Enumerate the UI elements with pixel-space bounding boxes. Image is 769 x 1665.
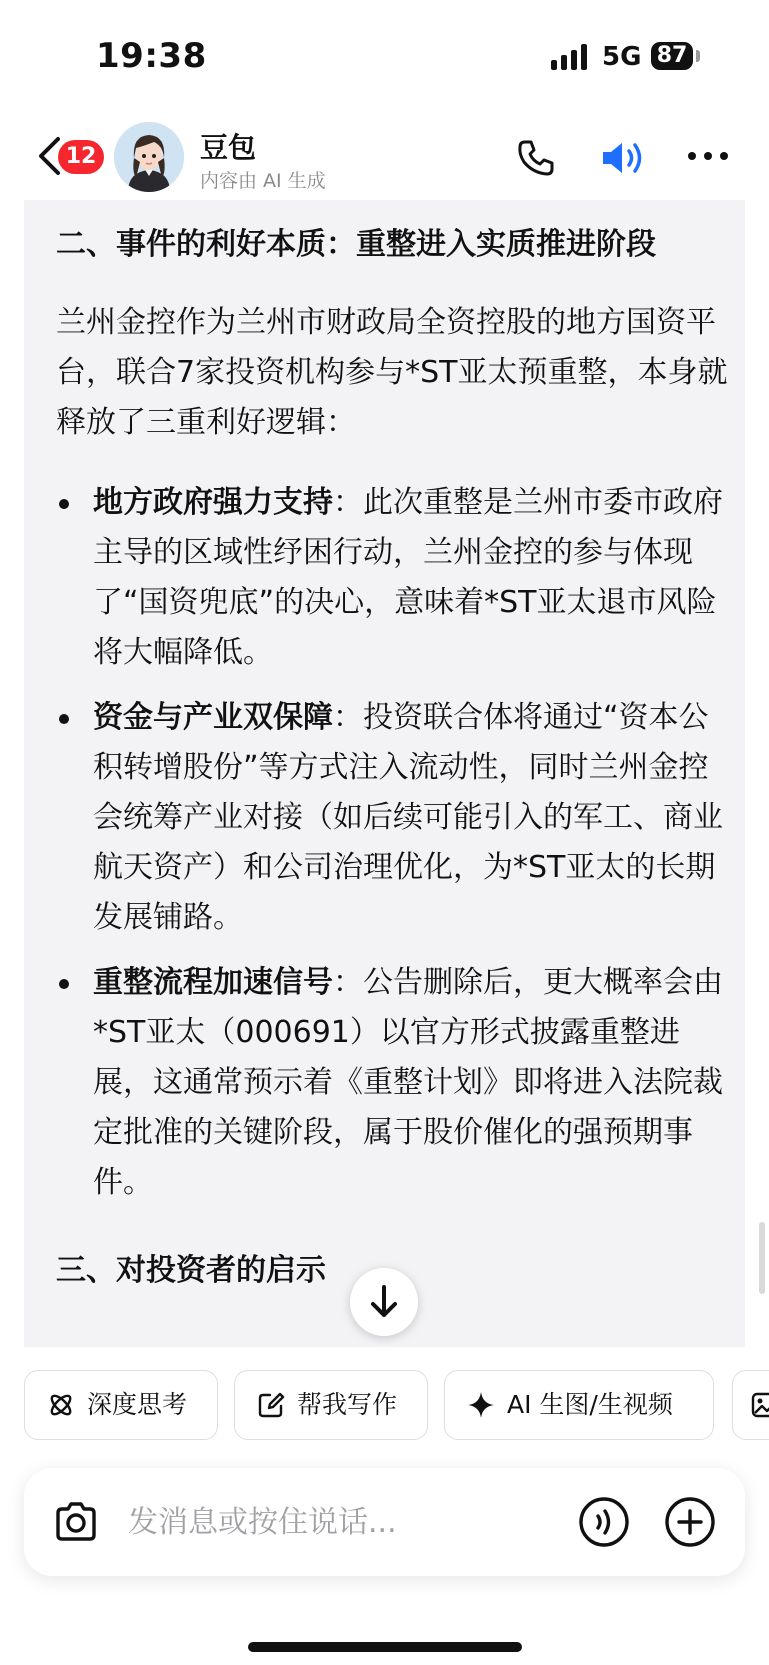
bullet-text: ：此次重整是兰州市委市政府主导的区域性纾困行动，兰州金控的参与体现了“国资兜底”的决心，意味着*ST亚太退市风险将大幅降低。 [93,485,723,670]
bot-name[interactable]: 豆包 [200,131,257,164]
battery-indicator: 87 [651,42,693,70]
scroll-to-bottom-button[interactable] [350,1268,418,1336]
chip-label: 帮我写作 [297,1390,398,1419]
signal-icon [551,44,591,70]
status-time: 19:38 [96,36,207,76]
bullet-dot [59,979,69,989]
bullet-title: 重整流程加速信号 [93,965,333,1000]
intro-paragraph: 兰州金控作为兰州市财政局全资控股的地方国资平台，联合7家投资机构参与*ST亚太预重整，本身就释放了三重利好逻辑： [56,305,728,440]
list-item [56,478,736,678]
ai-generated-label: 内容由 AI 生成 [200,170,326,192]
chip-label: 深度思考 [87,1390,188,1419]
arrow-down-icon [368,1284,400,1320]
phone-icon[interactable] [516,138,556,178]
unread-badge: 12 [58,140,104,174]
bullet-title: 地方政府强力支持 [93,485,333,520]
camera-icon[interactable] [52,1498,100,1546]
status-bar [0,0,769,110]
assistant-message [56,220,736,1296]
sparkle-icon [467,1391,495,1419]
ai-image-video-button[interactable] [444,1370,714,1440]
input-bar [24,1468,745,1576]
battery-cap [696,50,700,62]
back-button[interactable] [28,132,112,180]
help-write-button[interactable] [234,1370,428,1440]
edit-icon [257,1391,285,1419]
scrollbar[interactable] [759,1222,765,1294]
bullet-list [56,478,736,1208]
avatar[interactable] [114,122,184,192]
image-tool-button[interactable] [732,1370,769,1440]
quick-actions [0,1368,769,1444]
chat-header [0,110,769,200]
deep-think-button[interactable] [24,1370,218,1440]
voice-icon[interactable] [578,1496,630,1548]
home-indicator[interactable] [248,1642,522,1652]
list-item [56,693,736,943]
network-label: 5G [602,42,642,72]
list-item [56,958,736,1208]
bullet-text: ：公告删除后，更大概率会由*ST亚太（000691）以官方形式披露重整进展，这通常预示着《重整计划》即将进入法院裁定批准的关键阶段，属于股价催化的强预期事件。 [93,965,723,1200]
bullet-title: 资金与产业双保障 [93,700,333,735]
image-icon [751,1391,769,1419]
next-section-heading: 三、对投资者的启示 [56,1253,326,1288]
atom-icon [47,1391,75,1419]
section-heading: 二、事件的利好本质：重整进入实质推进阶段 [56,227,656,262]
bullet-dot [59,499,69,509]
bullet-text: ：投资联合体将通过“资本公积转增股份”等方式注入流动性，同时兰州金控会统筹产业对接（如后续可能引入的军工、商业航天资产）和公司治理优化，为*ST亚太的长期发展铺路。 [93,700,723,935]
message-input[interactable] [128,1494,568,1550]
add-icon[interactable] [664,1496,716,1548]
avatar-image [114,122,184,192]
chip-label: AI 生图/生视频 [507,1390,673,1419]
bullet-dot [59,714,69,724]
more-icon[interactable] [686,148,730,164]
message-area[interactable] [24,200,745,1347]
speaker-icon[interactable] [600,138,648,178]
